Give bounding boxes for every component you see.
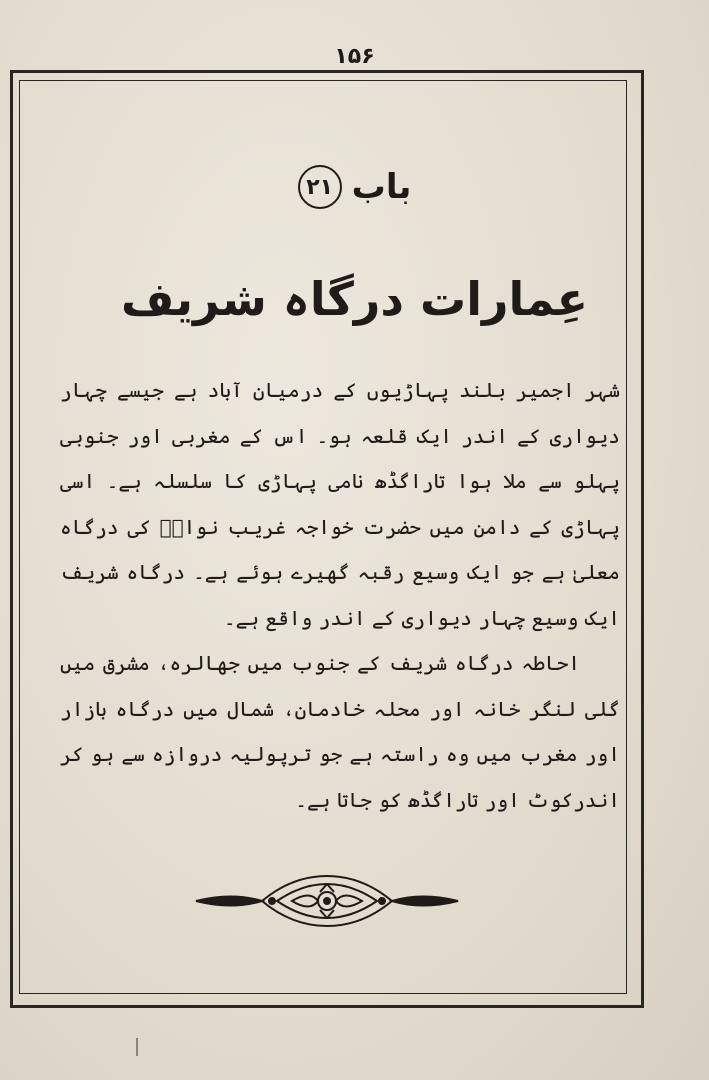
margin-mark — [136, 1038, 138, 1056]
floral-divider-ornament-icon — [192, 872, 462, 930]
chapter-heading — [0, 165, 709, 209]
page-title: عِمارات درگاہ شریف — [120, 272, 588, 326]
chapter-label: باب — [351, 167, 412, 207]
body-text — [60, 368, 620, 823]
paragraph: احاطہ درگاہ شریف کے جنوب میں جھالرہ، مشرق میں گلی لنگر خانہ اور محلہ خادمان، شمال میں درگاہ بازار اور مغرب میں وہ راستہ ہے جو ترپولیہ دروازہ سے ہو کر اندرکوٹ اور تاراگڈھ کو جاتا ہے۔ — [60, 651, 620, 812]
chapter-number-badge: ۲۱ — [298, 165, 342, 209]
page-number: ۱۵۶ — [334, 44, 375, 69]
paragraph: شہر اجمیر بلند پہاڑیوں کے درمیان آباد ہے جیسے چہار دیواری کے اندر ایک قلعہ ہو۔ اس کے مغربی اور جنوبی پہلو سے ملا ہوا تاراگڈھ نامی پہاڑی کا سلسلہ ہے۔ اسی پہاڑی کے دامن میں حضرت خواجہ غریب نوازؒ کی درگاہ معلیٰ ہے جو ایک وسیع رقبہ گھیرے ہوئے ہے۔ درگاہ شریف ایک وسیع چہار دیواری کے اندر واقع ہے۔ — [60, 378, 620, 630]
